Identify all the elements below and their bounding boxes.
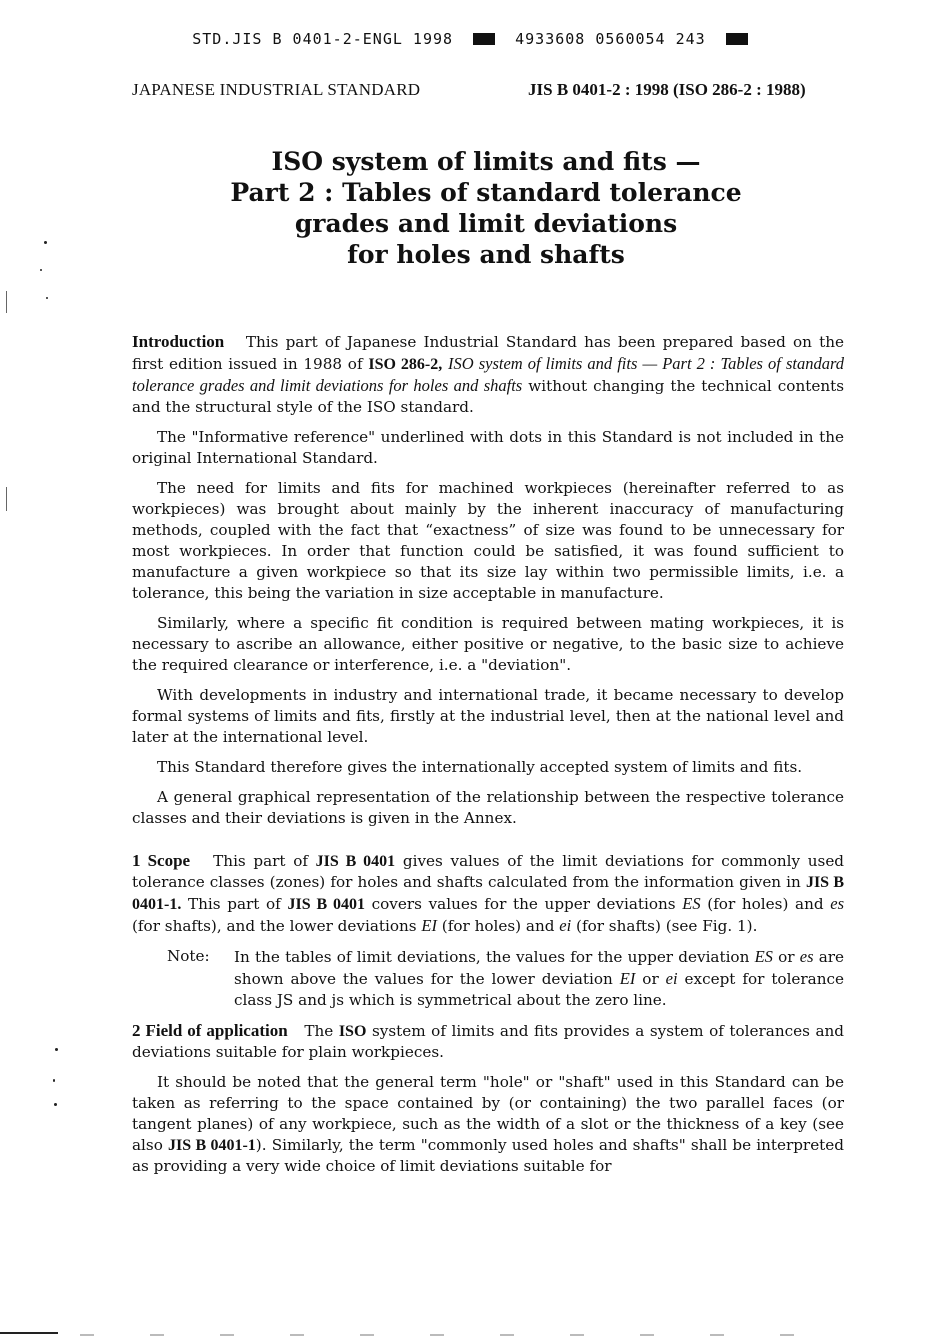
intro-heading: Introduction (132, 332, 225, 351)
scope-section: 1 Scope This part of JIS B 0401 gives values of the limit deviations for commonly used tolerance classes (zones) for holes and shafts calculated from the information given in JIS B 0401-1. This part of JIS B 0401 covers values for the upper deviations ES (for holes) and es (for shafts), and the lower deviations EI (for holes) and ei (for shafts) (see Fig. 1). (132, 851, 845, 935)
barcode-block-icon (473, 33, 495, 45)
scan-edge-dots (80, 1334, 840, 1336)
iso-title: ISO system of limits and fits — Part 2 : Tables of standard tolerance grades and limit deviations for holes and shafts (132, 354, 845, 395)
paragraph: The "Informative reference" underlined with dots in this Standard is not included in the original International Standard. (132, 428, 844, 467)
paragraph: With developments in industry and international trade, it became necessary to develop formal systems of limits and fits, firstly at the industrial level, then at the national level and later at the international level. (132, 686, 844, 746)
intro-paragraph: Introduction This part of Japanese Industrial Standard has been prepared based on the first edition issued in 1988 of ISO 286-2, ISO system of limits and fits — Part 2 : Tables of standard tolerance grades and limit deviations for holes and shafts without changing the technical contents and the structural style of the ISO standard. (132, 332, 845, 416)
title-line: for holes and shafts (347, 240, 625, 269)
paragraph: It should be noted that the general term "hole" or "shaft" used in this Standard can be taken as referring to the space contained by (or containing) the two parallel faces (or tangent planes) of any workpiece, such as the width of a slot or the thickness of a key (see also JIS B 0401-1). Similarly, the term "commonly used holes and shafts" shall be interpreted as providing a very wide choice of limit deviations suitable for (132, 1073, 844, 1175)
standard-number-header: JIS B 0401-2 : 1998 (ISO 286-2 : 1988) (528, 80, 806, 99)
title-line: ISO system of limits and fits — (271, 147, 701, 176)
page-title (150, 146, 822, 270)
scan-mark (6, 291, 7, 313)
paragraph: The need for limits and fits for machined workpieces (hereinafter referred to as workpieces) was brought about mainly by the inherent inaccuracy of manufacturing methods, coupled with the fact that “exactness” of size was found to be unnecessary for most workpieces. In order that function could be satisfied, it was found sufficient to manufacture a given workpiece so that its size lay within two permissible limits, i.e. a tolerance, this being the variation in size acceptable in manufacture. (132, 479, 844, 602)
barcode-block-icon (726, 33, 748, 45)
paragraph: A general graphical representation of the relationship between the respective tolerance classes and their deviations is given in the Annex. (132, 788, 844, 827)
scan-speck (55, 1048, 58, 1051)
note-text: In the tables of limit deviations, the values for the upper deviation ES or es are shown above the values for the lower deviation EI or ei except for tolerance class JS and js which is symmetrical about the zero line. (234, 947, 845, 1009)
paragraph: Similarly, where a specific fit condition is required between mating workpieces, it is necessary to ascribe an allowance, either positive or negative, to the basic size to achieve the required clearance or interference, i.e. a "deviation". (132, 614, 844, 674)
scan-mark (6, 487, 7, 511)
iso-reference: ISO 286-2, (368, 356, 443, 373)
scan-speck (40, 269, 42, 271)
scan-edge-line (0, 1332, 58, 1334)
title-line: Part 2 : Tables of standard tolerance (230, 178, 742, 207)
scope-heading: 1 Scope (132, 851, 191, 870)
paragraph: This Standard therefore gives the internationally accepted system of limits and fits. (157, 758, 803, 776)
note-label: Note: (167, 947, 210, 965)
field-heading: 2 Field of application (132, 1021, 288, 1040)
field-section: 2 Field of application The ISO system of limits and fits provides a system of tolerances and deviations suitable for plain workpieces. (132, 1021, 845, 1061)
scan-header-middle: 4933608 0560054 243 (515, 30, 706, 48)
scan-speck (54, 1103, 57, 1106)
scan-speck (46, 297, 48, 299)
body-text (132, 331, 844, 1186)
title-line: grades and limit deviations (294, 209, 678, 238)
scan-speck (44, 241, 47, 244)
standard-org-header: JAPANESE INDUSTRIAL STANDARD (132, 80, 421, 99)
scan-header (0, 30, 950, 48)
scan-speck (53, 1079, 55, 1082)
note (167, 946, 844, 1011)
scan-header-left: STD.JIS B 0401-2-ENGL 1998 (192, 30, 454, 48)
